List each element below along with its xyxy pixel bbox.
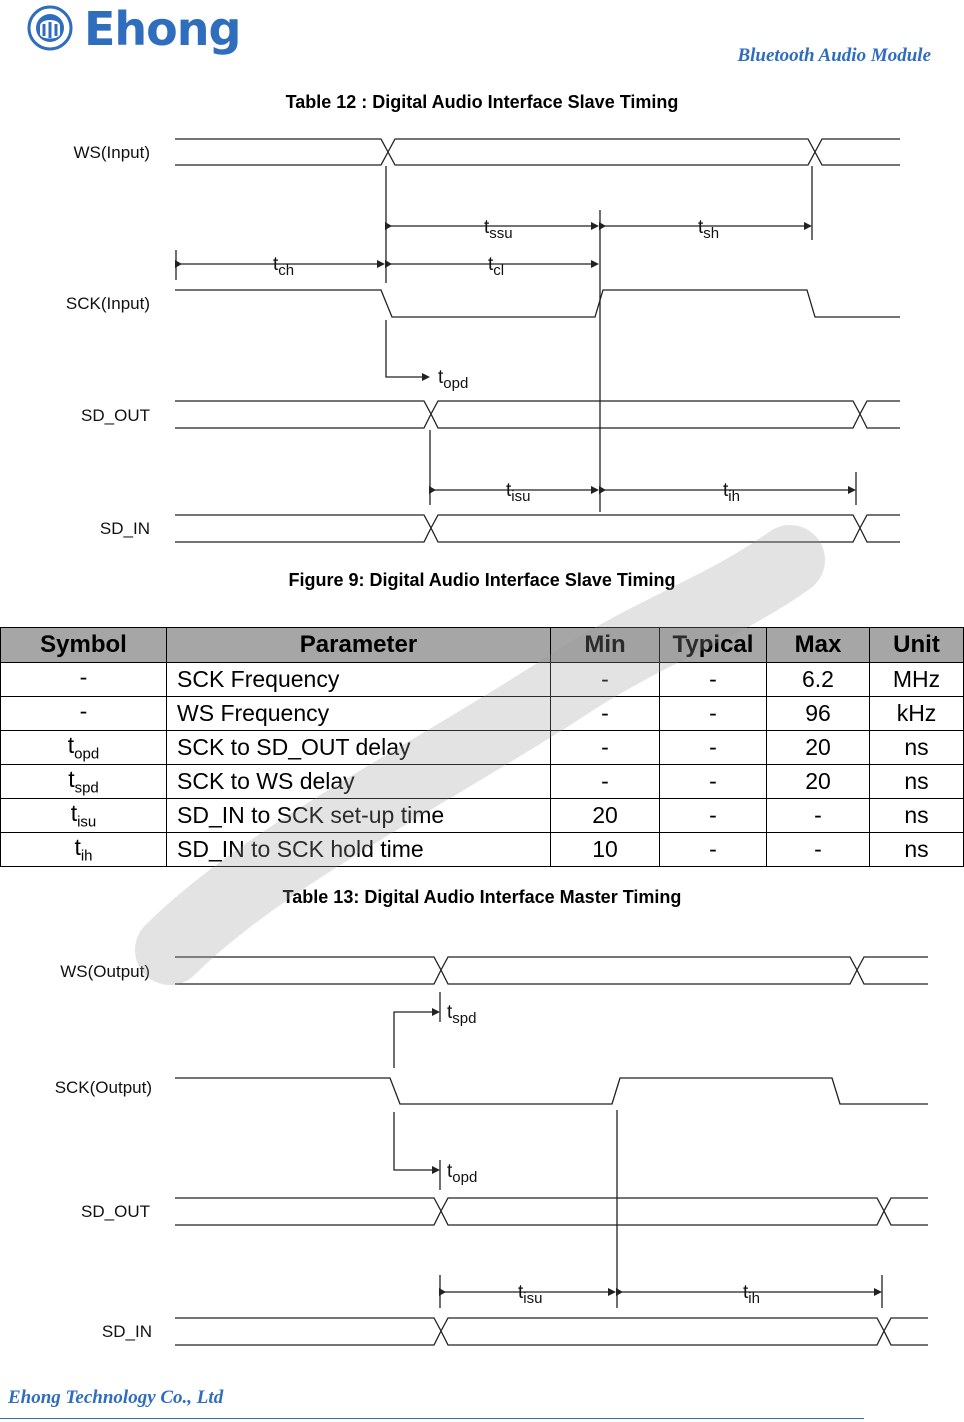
cell-parameter: SCK to SD_OUT delay	[167, 731, 551, 765]
cell-symbol: $t_{spd}$	[1, 765, 167, 799]
slave-figure-caption: Figure 9: Digital Audio Interface Slave Timing	[288, 570, 676, 590]
header-typical: Typical	[660, 628, 767, 663]
cell-unit: ns	[870, 765, 964, 799]
cell-parameter: SCK Frequency	[167, 663, 551, 697]
cell-unit: ns	[870, 833, 964, 867]
cell-typical: -	[660, 799, 767, 833]
sd-in-master-waveform	[175, 1318, 928, 1345]
cell-typical: -	[660, 765, 767, 799]
brand-name: Ehong	[84, 2, 241, 56]
slave-timing-diagram	[0, 120, 964, 560]
signal-label-sd-out: SD_OUT	[81, 406, 150, 425]
timing-label-tisu: $t_{isu}$	[506, 480, 531, 505]
cell-parameter: WS Frequency	[167, 697, 551, 731]
timing-label-tssu: $t_{ssu}$	[484, 217, 513, 242]
timing-label-tspd: $t_{spd}$	[447, 1002, 477, 1027]
cell-min: -	[551, 765, 660, 799]
cell-min: 20	[551, 799, 660, 833]
table-row	[1, 765, 964, 799]
cell-unit: ns	[870, 799, 964, 833]
header-parameter: Parameter	[167, 628, 551, 663]
cell-symbol: $t_{isu}$	[1, 799, 167, 833]
header-min: Min	[551, 628, 660, 663]
timing-label-tih: $t_{ih}$	[723, 480, 740, 505]
table-row	[1, 799, 964, 833]
cell-parameter: SCK to WS delay	[167, 765, 551, 799]
footer-company: Ehong Technology Co., Ltd	[8, 1387, 224, 1408]
header-max: Max	[767, 628, 870, 663]
cell-parameter: SD_IN to SCK set-up time	[167, 799, 551, 833]
cell-max: 96	[767, 697, 870, 731]
signal-label-sck-input: SCK(Input)	[65, 294, 150, 313]
ehong-logo	[26, 0, 241, 58]
cell-unit: MHz	[870, 663, 964, 697]
sd-out-master-waveform	[175, 1198, 928, 1225]
slave-timing-svg	[0, 120, 964, 560]
timing-label-topd: $t_{opd}$	[438, 367, 469, 392]
cell-unit: ns	[870, 731, 964, 765]
timing-label-tisu-master: $t_{isu}$	[518, 1282, 543, 1307]
signal-label-ws-input: WS(Input)	[73, 143, 150, 162]
header-symbol: Symbol	[1, 628, 167, 663]
cell-typical: -	[660, 731, 767, 765]
timing-parameter-table	[0, 627, 964, 867]
cell-max: 20	[767, 731, 870, 765]
master-table-caption: Table 13: Digital Audio Interface Master Timing	[282, 887, 682, 907]
cell-max: -	[767, 833, 870, 867]
table-header-row	[1, 628, 964, 663]
cell-max: -	[767, 799, 870, 833]
master-timing-diagram	[0, 940, 964, 1370]
cell-symbol: $t_{opd}$	[1, 731, 167, 765]
cell-min: -	[551, 663, 660, 697]
signal-label-sd-in: SD_IN	[99, 519, 150, 538]
cell-typical: -	[660, 833, 767, 867]
sd-in-slave-waveform	[175, 515, 900, 542]
cell-symbol: -	[1, 697, 167, 731]
cell-symbol: -	[1, 663, 167, 697]
master-timing-svg	[0, 940, 964, 1370]
cell-max: 6.2	[767, 663, 870, 697]
cell-typical: -	[660, 663, 767, 697]
module-title: Bluetooth Audio Module	[737, 45, 931, 66]
signal-label-sd-in-master: SD_IN	[101, 1322, 152, 1341]
cell-parameter: SD_IN to SCK hold time	[167, 833, 551, 867]
footer-divider	[0, 1418, 864, 1419]
sck-input-waveform	[175, 290, 900, 317]
logo-mark-icon	[26, 4, 74, 52]
timing-label-tsh: $t_{sh}$	[698, 217, 720, 242]
signal-label-sd-out-master: SD_OUT	[81, 1202, 150, 1221]
cell-max: 20	[767, 765, 870, 799]
table-row	[1, 697, 964, 731]
timing-label-topd-master: $t_{opd}$	[447, 1161, 478, 1186]
timing-label-tih-master: $t_{ih}$	[743, 1282, 760, 1307]
sck-output-waveform	[175, 1078, 928, 1104]
slave-table-caption: Table 12 : Digital Audio Interface Slave Timing	[285, 92, 679, 112]
ws-input-waveform	[175, 139, 900, 165]
table-row	[1, 731, 964, 765]
ws-output-waveform	[175, 957, 928, 984]
table-row	[1, 833, 964, 867]
cell-symbol: $t_{ih}$	[1, 833, 167, 867]
timing-label-tch: $t_{ch}$	[273, 254, 295, 279]
cell-min: -	[551, 697, 660, 731]
cell-min: 10	[551, 833, 660, 867]
cell-unit: kHz	[870, 697, 964, 731]
signal-label-sck-output: SCK(Output)	[54, 1078, 152, 1097]
table-row	[1, 663, 964, 697]
header-unit: Unit	[870, 628, 964, 663]
sd-out-slave-waveform	[175, 401, 900, 428]
cell-min: -	[551, 731, 660, 765]
cell-typical: -	[660, 697, 767, 731]
signal-label-ws-output: WS(Output)	[60, 962, 150, 981]
timing-label-tcl: $t_{cl}$	[488, 254, 505, 279]
